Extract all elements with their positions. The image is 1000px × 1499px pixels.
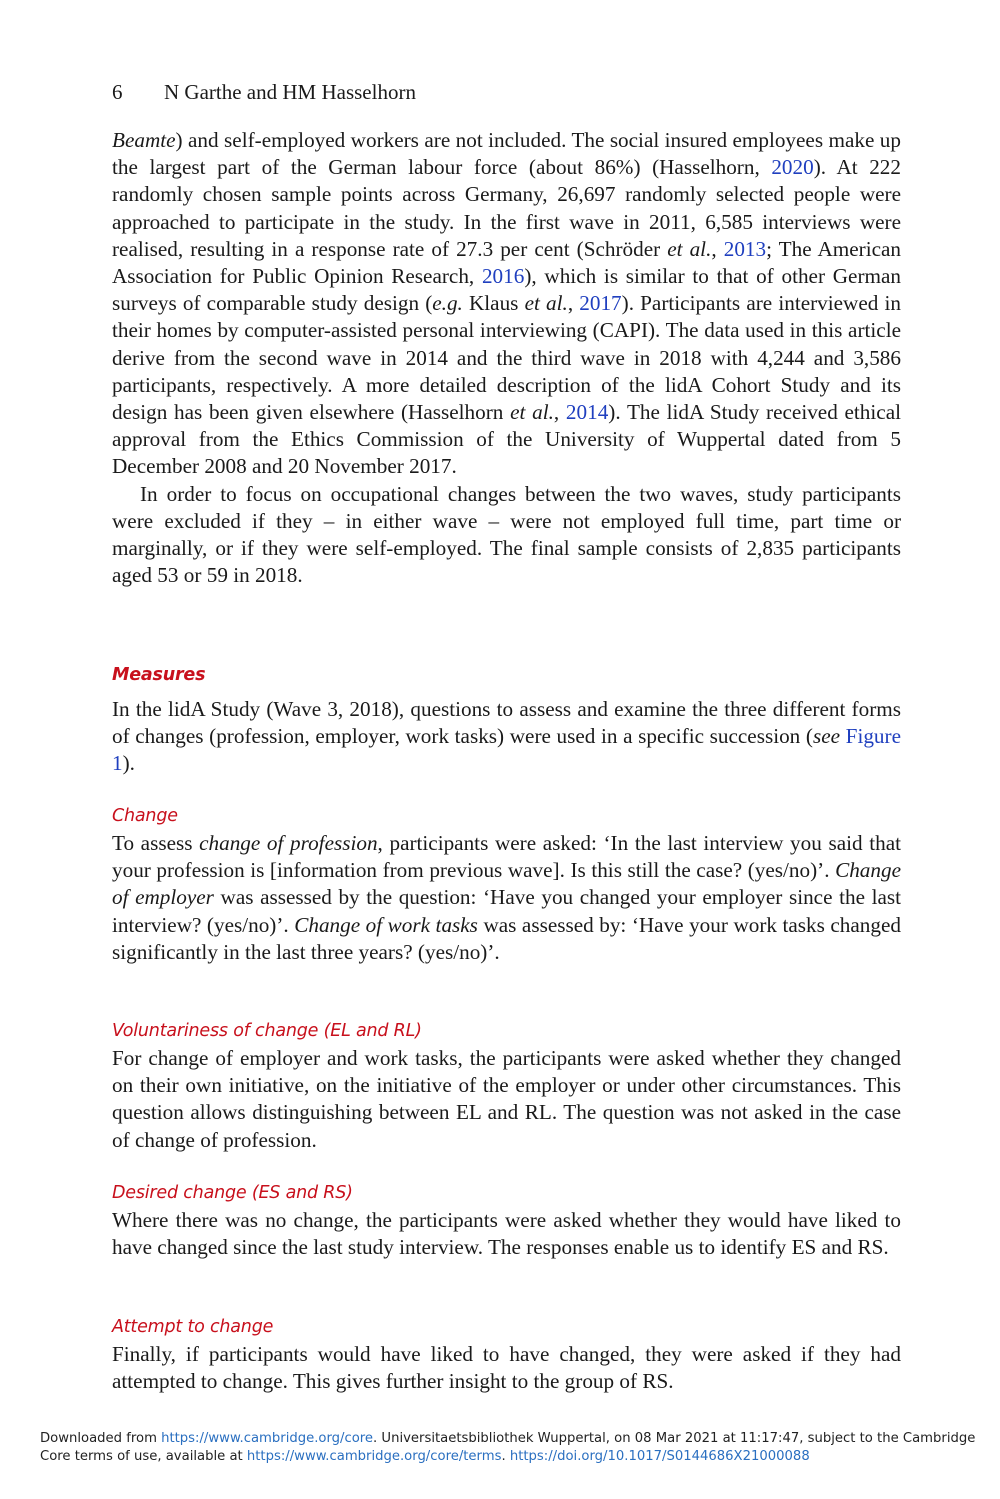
paragraph-desired-change: Where there was no change, the participants were asked whether they would have liked to have changed since the last study interview. The responses enable us to identify ES and RS. (112, 1208, 901, 1260)
text-run: Klaus (462, 291, 525, 316)
subsection-voluntariness (112, 1018, 901, 1154)
text-run: . Universitaetsbibliothek Wuppertal, on 08 Mar 2021 at 11:17:47, subject to the Cambridge Core terms of use, available at (40, 1431, 976, 1464)
citation-link-2013[interactable]: 2013 (723, 236, 767, 261)
text-run: ) and self-employed workers are not included. The social insured employees make up the largest part of the German labour force (about 86%) (Hasselhorn, (112, 128, 901, 180)
subsection-attempt (112, 1314, 901, 1395)
paragraph-voluntariness: For change of employer and work tasks, the participants were asked whether they changed on their own initiative, on the initiative of the employer or under other circumstances. This question allows distinguishing between EL and RL. The question was not asked in the case of change of profession. (112, 1046, 901, 1152)
italic-term: Beamte (112, 128, 176, 152)
measures-intro (112, 696, 901, 778)
figure-1-link[interactable]: Figure 1 (112, 724, 901, 776)
text-run: ). (122, 751, 135, 776)
subheading-voluntariness: Voluntariness of change (EL and RL) (112, 1021, 422, 1041)
text-run: . (501, 1449, 510, 1464)
text-run: ). The lidA Study received ethical approval from the Ethics Commission of the University of Wuppertal dated from 5 December 2008 and 20 November 2017. (112, 400, 901, 479)
desired-change-text (112, 1207, 901, 1261)
text-run: In the lidA Study (Wave 3, 2018), questions to assess and examine the three different forms of changes (profession, employer, work tasks) were used in a specific succession ( (112, 697, 901, 749)
paragraph-change (112, 830, 901, 966)
download-footer (40, 1430, 980, 1466)
italic-see: see (812, 724, 841, 749)
paragraph-measures-intro (112, 696, 901, 778)
text-run: Downloaded from (40, 1431, 162, 1446)
cambridge-core-link[interactable]: https://www.cambridge.org/core (161, 1431, 374, 1446)
text-run: was assessed by: ‘Have your work tasks changed significantly in the last three years? (yes/no)’. (112, 912, 901, 964)
subsection-change (112, 803, 901, 966)
text-run: ). At 222 randomly chosen sample points across Germany, 26,697 randomly selected people were approached to participate in the study. In the first wave in 2011, 6,585 interviews were realised, resulting in a response rate of 27.3 per cent (Schröder (112, 155, 901, 261)
section-heading-measures: Measures (112, 665, 206, 685)
text-run: , (711, 236, 724, 261)
text-run: ), which is similar to that of other German surveys of comparable study design ( (112, 264, 901, 316)
running-head (112, 80, 416, 105)
page-number: 6 (112, 80, 123, 104)
text-run: , participants were asked: ‘In the last interview you said that your profession is [information from previous wave]. Is this still the case? (yes/no)’. (112, 831, 901, 883)
text-run: To assess (112, 831, 200, 855)
voluntariness-text (112, 1045, 901, 1154)
paragraph-exclusion-criteria: In order to focus on occupational changes between the two waves, study participants were excluded if they – in either wave – were not employed full time, part time or marginally, or if they were self-employed. The final sample consists of 2,835 participants aged 53 or 59 in 2018. (112, 481, 901, 588)
italic-etal: et al. (524, 291, 568, 316)
text-run: ). Participants are interviewed in their homes by computer-assisted personal interviewing (CAPI). The data used in this article derive from the second wave in 2014 and the third wave in 2018 with 4,244 and 3,586 participants, respectively. A more detailed description of the lidA Cohort Study and its design has been given elsewhere (Hasselhorn (112, 291, 901, 425)
text-run: ; The American Association for Public Opinion Research, (112, 236, 902, 289)
paragraph-study-sample (112, 127, 901, 481)
italic-term: Change of work tasks (294, 912, 478, 937)
text-run: was assessed by the question: ‘Have you changed your employer since the last interview? (yes/no)’. (112, 885, 901, 937)
subheading-desired-change: Desired change (ES and RS) (112, 1183, 353, 1203)
paragraph-attempt: Finally, if participants would have liked to have changed, they were asked if they had attempted to change. This gives further insight to the group of RS. (112, 1342, 901, 1394)
running-head-authors: N Garthe and HM Hasselhorn (164, 80, 416, 104)
text-run: , (553, 400, 566, 425)
doi-link[interactable]: https://doi.org/10.1017/S0144686X21000088 (509, 1449, 810, 1464)
italic-term: change of profession (199, 831, 378, 855)
subsection-desired-change (112, 1180, 901, 1261)
italic-term: Change of employer (112, 858, 901, 910)
italic-etal: et al. (667, 236, 712, 261)
subheading-attempt: Attempt to change (112, 1317, 274, 1337)
citation-link-2017[interactable]: 2017 (579, 291, 622, 316)
terms-link[interactable]: https://www.cambridge.org/core/terms (246, 1449, 502, 1464)
citation-link-2020[interactable]: 2020 (771, 155, 814, 180)
text-run: , (567, 291, 580, 316)
italic-etal: et al. (510, 400, 554, 425)
subheading-change: Change (112, 806, 178, 826)
citation-link-2016[interactable]: 2016 (481, 264, 525, 289)
change-text (112, 830, 901, 966)
citation-link-2014[interactable]: 2014 (565, 400, 609, 425)
attempt-text (112, 1341, 901, 1395)
italic-eg: e.g. (432, 291, 463, 316)
methods-text-block (112, 127, 901, 589)
